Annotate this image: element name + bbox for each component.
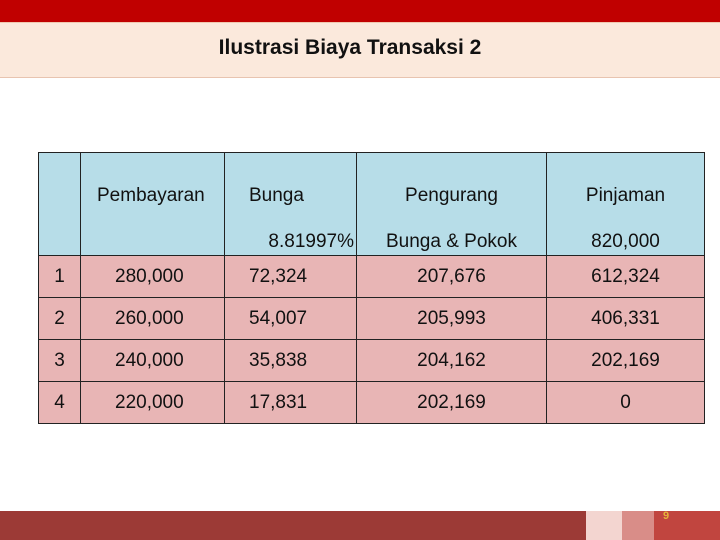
page-number: 9 xyxy=(663,510,670,522)
row-bunga: 72,324 xyxy=(225,256,357,298)
initial-loan-value: 820,000 xyxy=(547,215,705,256)
row-pembayaran: 280,000 xyxy=(81,256,225,298)
row-pembayaran: 220,000 xyxy=(81,382,225,424)
header-pinjaman: Pinjaman xyxy=(547,153,705,216)
table-row xyxy=(39,340,705,382)
row-no: 2 xyxy=(39,298,81,340)
row-pinjaman: 612,324 xyxy=(547,256,705,298)
top-accent-bar xyxy=(0,0,720,22)
table-subheader-row xyxy=(39,215,705,256)
row-pengurang: 205,993 xyxy=(357,298,547,340)
footer-block-mid xyxy=(622,511,654,540)
header-bunga: Bunga xyxy=(225,153,357,216)
row-bunga: 54,007 xyxy=(225,298,357,340)
footer-bar xyxy=(0,511,586,540)
row-pembayaran: 260,000 xyxy=(81,298,225,340)
row-pengurang: 202,169 xyxy=(357,382,547,424)
row-pinjaman: 0 xyxy=(547,382,705,424)
row-pinjaman: 202,169 xyxy=(547,340,705,382)
subheader-pembayaran xyxy=(81,215,225,256)
row-pembayaran: 240,000 xyxy=(81,340,225,382)
row-pengurang: 204,162 xyxy=(357,340,547,382)
cost-table xyxy=(38,152,705,424)
table-row xyxy=(39,382,705,424)
table-row xyxy=(39,256,705,298)
header-pengurang: Pengurang xyxy=(357,153,547,216)
subheader-pengurang: Bunga & Pokok xyxy=(357,215,547,256)
header-no xyxy=(39,153,81,216)
row-bunga: 35,838 xyxy=(225,340,357,382)
subheader-no xyxy=(39,215,81,256)
footer-block-light xyxy=(586,511,622,540)
table-header-row xyxy=(39,153,705,216)
header-pembayaran: Pembayaran xyxy=(81,153,225,216)
slide-title: Ilustrasi Biaya Transaksi 2 xyxy=(218,36,482,59)
row-bunga: 17,831 xyxy=(225,382,357,424)
row-pengurang: 207,676 xyxy=(357,256,547,298)
row-no: 1 xyxy=(39,256,81,298)
table-row xyxy=(39,298,705,340)
row-no: 4 xyxy=(39,382,81,424)
row-no: 3 xyxy=(39,340,81,382)
interest-rate: 8.81997% xyxy=(225,215,357,256)
row-pinjaman: 406,331 xyxy=(547,298,705,340)
